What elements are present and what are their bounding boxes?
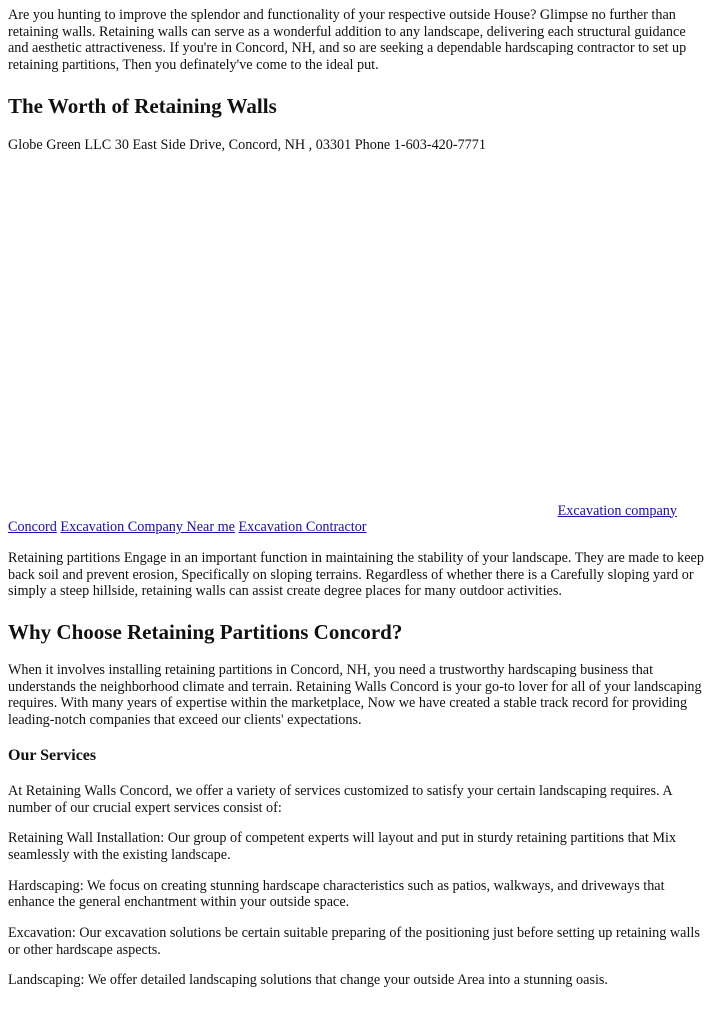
services-intro-paragraph: At Retaining Walls Concord, we offer a variety of services customized to satisfy your certain landscaping requires. A number of our crucial expert services consist of: — [8, 782, 672, 816]
heading-worth-of-retaining-walls: The Worth of Retaining Walls — [8, 93, 277, 118]
link-excavation-company-concord-part2[interactable]: Concord — [8, 519, 57, 536]
links-second-line — [8, 519, 706, 536]
links-block — [8, 503, 706, 536]
intro-paragraph: Are you hunting to improve the splendor and functionality of your respective outside House? Glimpse no further than retaining walls. Retaining walls can serve as a wonderful addition to any landscape, delivering each structural guidance and aesthetic attractiveness. If you're in Concord, NH, and so are seeking a dependable hardscaping contractor to set up retaining partitions, Then you definately've come to the ideal put. — [8, 7, 687, 74]
link-excavation-company-near-me[interactable]: Excavation Company Near me — [60, 519, 235, 536]
service-retaining-wall-installation: Retaining Wall Installation: Our group of competent experts will layout and put in sturdy retaining partitions that Mix seamlessly with the existing landscape. — [8, 830, 677, 863]
link-excavation-company-concord-part1[interactable]: Excavation company — [557, 502, 677, 519]
service-excavation: Excavation: Our excavation solutions be certain suitable preparing of the positioning just before setting up retaining walls or other hardscape aspects. — [8, 925, 700, 958]
contact-info: Globe Green LLC 30 East Side Drive, Concord, NH , 03301 Phone 1-603-420-7771 — [8, 136, 486, 153]
links-first-line — [8, 503, 706, 520]
link-excavation-contractor[interactable]: Excavation Contractor — [238, 519, 367, 536]
service-hardscaping: Hardscaping: We focus on creating stunning hardscape characteristics such as patios, walkways, and driveways that enhance the general enchantment within your outside space. — [8, 877, 665, 911]
retaining-paragraph: Retaining partitions Engage in an important function in maintaining the stability of your landscape. They are made to keep back soil and prevent erosion, Specifically on sloping terrains. Regardless of whether there is a Carefully sloping yard or simply a steep hillside, retaining walls can assist create degree places for many outdoor activities. — [8, 549, 704, 600]
when-paragraph: When it involves installing retaining partitions in Concord, NH, you need a trustworthy hardscaping business that understands the neighborhood climate and terrain. Retaining Walls Concord is your go-to lover for all of your landscaping requires. With many years of expertise within the marketplace, Now we have created a stable track record for providing leading-notch companies that exceed our clients' expectations. — [8, 662, 702, 729]
heading-our-services: Our Services — [8, 746, 97, 764]
embedded-map-placeholder — [8, 154, 706, 503]
service-landscaping: Landscaping: We offer detailed landscaping solutions that change your outside Area into a stunning oasis. — [8, 972, 608, 989]
heading-why-choose: Why Choose Retaining Partitions Concord? — [8, 620, 403, 645]
